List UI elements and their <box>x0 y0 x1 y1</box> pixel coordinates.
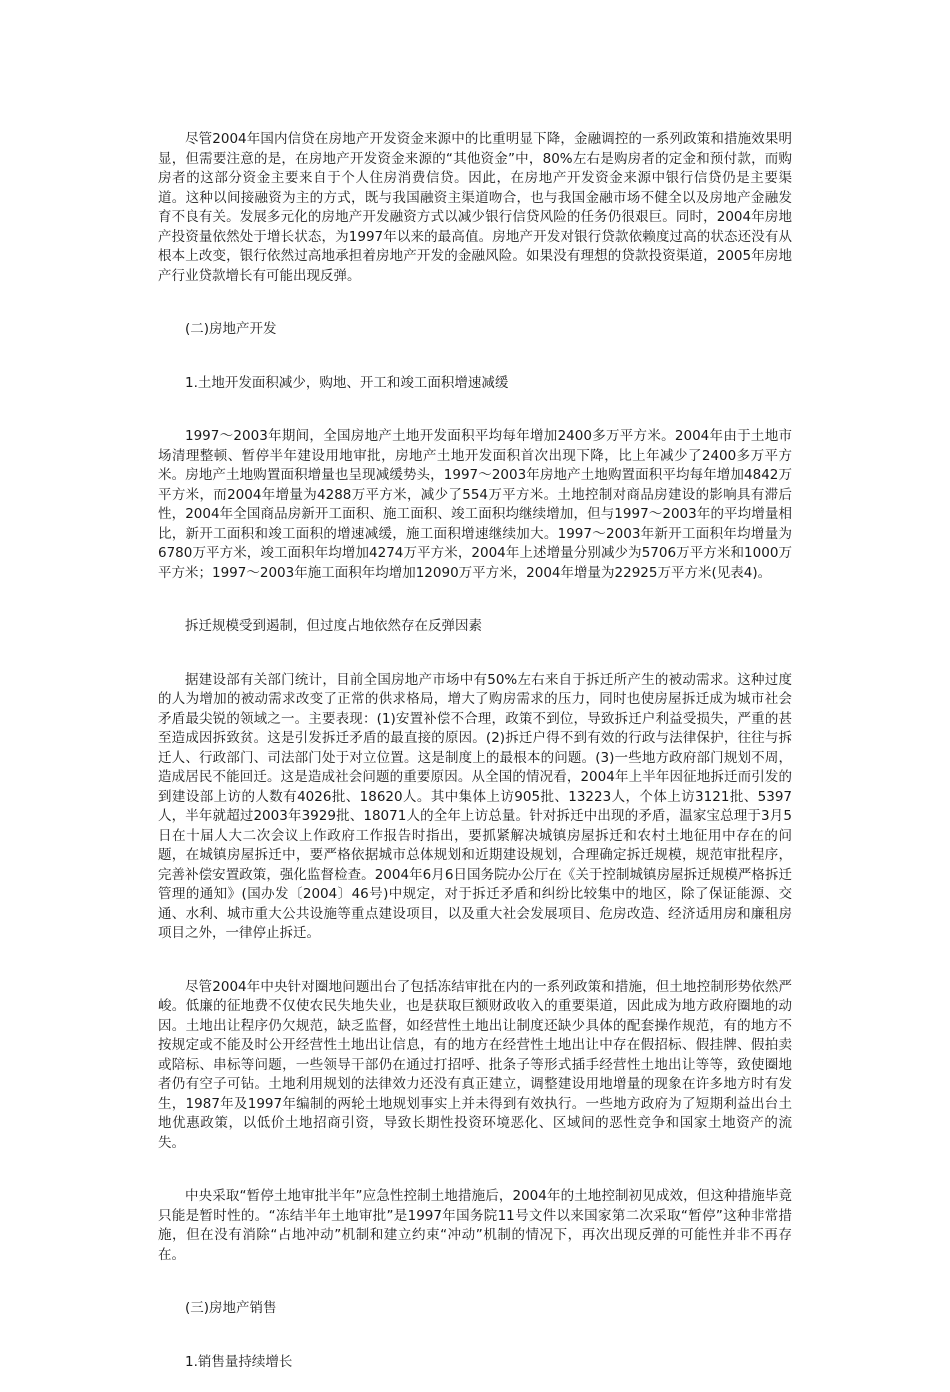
section-heading-development: (二)房地产开发 <box>185 321 277 337</box>
paragraph-land-control: 尽管2004年中央针对圈地问题出台了包括冻结审批在内的一系列政策和措施，但土地控制形势依然严峻。低廉的征地费不仅使农民失地失业，也是获取巨额财政收入的重要渠道，因此成为地方政府圈地的动因。土地出让程序仍欠规范，缺乏监督，如经营性土地出让制度还缺少具体的配套操作规范，有的地方不按规定或不能及时公开经营性土地出让信息，有的地方在经营性土地出让中存在假招标、假挂牌、假拍卖或陪标、串标等问题，一些领导干部仍在通过打招呼、批条子等形式插手经营性土地出让等等，致使圈地者仍有空子可钻。土地利用规划的法律效力还没有真正建立，调整建设用地增量的现象在许多地方时有发生，1987年及1997年编制的两轮土地规划事实上并未得到有效执行。一些地方政府为了短期利益出台土地优惠政策，以低价土地招商引资，导致长期性投资环境恶化、区域间的恶性竞争和国家土地资产的流失。 <box>158 978 792 1151</box>
paragraph-land-area: 1997～2003年期间，全国房地产土地开发面积平均每年增加2400多万平方米。2004年由于土地市场清理整顿、暂停半年建设用地审批，房地产土地开发面积首次出现下降，比上年减少了2400多万平方米。房地产土地购置面积增量也呈现减缓势头，1997～2003年房地产土地购置面积平均每年增加4842万平方米，而2004年增量为4288万平方米，减少了554万平方米。土地控制对商品房建设的影响具有滞后性，2004年全国商品房新开工面积、施工面积、竣工面积均继续增加，但与1997～2003年的平均增量相比，新开工面积和竣工面积的增速减缓，施工面积增速继续加大。1997～2003年新开工面积年均增量为6780万平方米，竣工面积年均增加4274万平方米，2004年上述增量分别减少为5706万平方米和1000万平方米；1997～2003年施工面积年均增加12090万平方米，2004年增量为22925万平方米(见表4)。 <box>158 428 792 581</box>
document-page <box>158 130 792 1392</box>
section-heading-sales: (三)房地产销售 <box>185 1300 277 1316</box>
subheading-land-development: 1.土地开发面积减少，购地、开工和竣工面积增速减缓 <box>185 374 509 391</box>
subheading-demolition: 拆迁规模受到遏制，但过度占地依然存在反弹因素 <box>185 618 482 634</box>
paragraph-demolition: 据建设部有关部门统计，目前全国房地产市场中有50%左右来自于拆迁所产生的被动需求。这种过度的人为增加的被动需求改变了正常的供求格局，增大了购房需求的压力，同时也使房屋拆迁成为城市社会矛盾最尖锐的领域之一。主要表现：(1)安置补偿不合理，政策不到位，导致拆迁户利益受损失，严重的甚至造成因拆致贫。这是引发拆迁矛盾的最直接的原因。(2)拆迁户得不到有效的行政与法律保护，往往与拆迁人、行政部门、司法部门处于对立位置。这是制度上的最根本的问题。(3)一些地方政府部门规划不周，造成居民不能回迁。这是造成社会问题的重要原因。从全国的情况看，2004年上半年因征地拆迁而引发的到建设部上访的人数有4026批、18620人。其中集体上访905批、13223人，个体上访3121批、5397人，半年就超过2003年3929批、18071人的全年上访总量。针对拆迁中出现的矛盾，温家宝总理于3月5日在十届人大二次会议上作政府工作报告时指出，要抓紧解决城镇房屋拆迁和农村土地征用中存在的问题，在城镇房屋拆迁中，要严格依据城市总体规划和近期建设规划，合理确定拆迁规模，规范审批程序，完善补偿安置政策，强化监督检查。2004年6月6日国务院办公厅在《关于控制城镇房屋拆迁规模严格拆迁管理的通知》(国办发〔2004〕46号)中规定，对于拆迁矛盾和纠纷比较集中的地区，除了保证能源、交通、水利、城市重大公共设施等重点建设项目，以及重大社会发展项目、危房改造、经济适用房和廉租房项目之外，一律停止拆迁。 <box>158 671 792 941</box>
paragraph-financing: 尽管2004年国内信贷在房地产开发资金来源中的比重明显下降，金融调控的一系列政策和措施效果明显，但需要注意的是，在房地产开发资金来源的“其他资金”中，80%左右是购房者的定金和预付款，而购房者的这部分资金主要来自于个人住房消费信贷。因此，在房地产开发资金来源中银行信贷仍是主要渠道。这种以间接融资为主的方式，既与我国融资主渠道吻合，也与我国金融市场不健全以及房地产金融发育不良有关。发展多元化的房地产开发融资方式以减少银行信贷风险的任务仍很艰巨。同时，2004年房地产投资量依然处于增长状态，为1997年以来的最高值。房地产开发对银行贷款依赖度过高的状态还没有从根本上改变，银行依然过高地承担着房地产开发的金融风险。如果没有理想的贷款投资渠道，2005年房地产行业贷款增长有可能出现反弹。 <box>158 131 792 284</box>
subheading-sales-growth: 1.销售量持续增长 <box>185 1353 293 1370</box>
paragraph-suspension: 中央采取“暂停土地审批半年”应急性控制土地措施后，2004年的土地控制初见成效，但这种措施毕竟只能是暂时性的。“冻结半年土地审批”是1997年国务院11号文件以来国家第二次采取“暂停”这种非常措施，但在没有消除“占地冲动”机制和建立约束“冲动”机制的情况下，再次出现反弹的可能性并非不再存在。 <box>158 1188 792 1263</box>
